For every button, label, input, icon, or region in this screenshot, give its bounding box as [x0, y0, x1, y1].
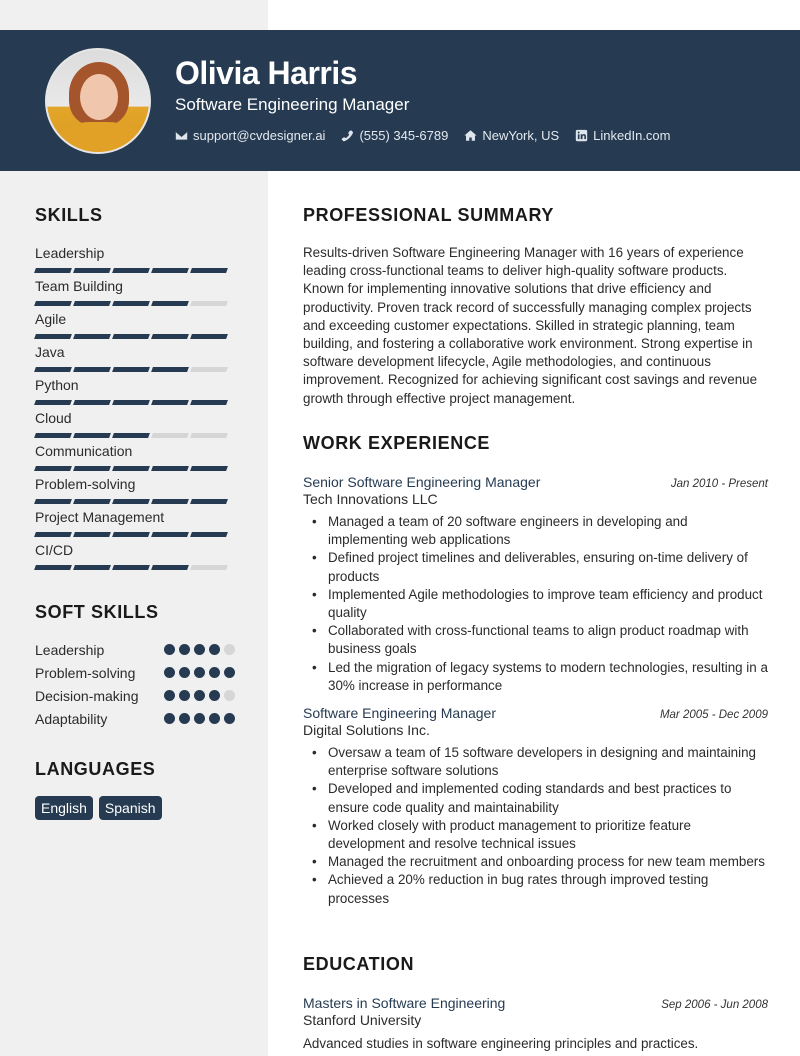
- candidate-title: Software Engineering Manager: [175, 95, 410, 114]
- skill-level-segment: [151, 268, 189, 273]
- skills-title: SKILLS: [35, 205, 103, 225]
- contact-linkedin-text: LinkedIn.com: [593, 128, 671, 143]
- contact-email-text: support@cvdesigner.ai: [193, 128, 326, 143]
- skill-level-segment: [112, 532, 150, 537]
- skill-level-segment: [190, 433, 228, 438]
- education-description: Advanced studies in software engineering principles and practices.: [303, 1036, 699, 1051]
- soft-skill-rating: [164, 713, 235, 724]
- rating-dot: [209, 667, 220, 678]
- skill-name: Project Management: [35, 509, 165, 525]
- skill-item: [35, 475, 235, 508]
- skill-level-segment: [112, 400, 150, 405]
- job-header: [303, 705, 768, 721]
- skill-name: Python: [35, 377, 79, 393]
- soft-skills-title: SOFT SKILLS: [35, 602, 159, 622]
- education-date: Sep 2006 - Jun 2008: [661, 999, 768, 1011]
- soft-skill-name: Decision-making: [35, 687, 139, 704]
- rating-dot: [194, 690, 205, 701]
- skills-list: [35, 244, 235, 574]
- skill-level-segment: [73, 367, 111, 372]
- skill-name: Team Building: [35, 278, 123, 294]
- contact-location: [464, 128, 559, 143]
- education-header: [303, 995, 768, 1011]
- skill-item: [35, 541, 235, 574]
- skill-level-segment: [112, 367, 150, 372]
- skill-level-segment: [73, 466, 111, 471]
- job-bullets: [303, 513, 768, 695]
- contact-location-text: NewYork, US: [482, 128, 560, 143]
- contact-list: [175, 128, 671, 143]
- skill-level-segment: [151, 433, 189, 438]
- skill-item: [35, 409, 235, 442]
- jobs-list: [303, 474, 768, 908]
- contact-phone-text: (555) 345-6789: [359, 128, 449, 143]
- skill-level-segment: [151, 301, 189, 306]
- soft-skills-section: [35, 602, 235, 730]
- skill-level-segment: [34, 499, 72, 504]
- candidate-name: Olivia Harris: [175, 55, 358, 91]
- skill-level-segment: [34, 301, 72, 306]
- skill-level-segment: [151, 565, 189, 570]
- job-bullet: • Achieved a 20% reduction in bug rates through improved testing processes: [303, 871, 768, 907]
- rating-dot: [194, 713, 205, 724]
- skill-name: Java: [35, 344, 65, 360]
- skill-level-bar: [35, 367, 235, 372]
- skill-level-segment: [112, 499, 150, 504]
- skill-item: [35, 376, 235, 409]
- skill-name: Communication: [35, 443, 133, 459]
- soft-skill-item: [35, 684, 235, 707]
- skill-level-segment: [34, 433, 72, 438]
- skill-level-segment: [34, 367, 72, 372]
- skill-level-bar: [35, 268, 235, 273]
- language-badge: Spanish: [99, 796, 162, 820]
- skill-level-segment: [151, 367, 189, 372]
- photo-shirt: [59, 122, 139, 154]
- skill-level-segment: [112, 565, 150, 570]
- rating-dot: [209, 713, 220, 724]
- skill-name: Cloud: [35, 410, 72, 426]
- job-bullet: • Oversaw a team of 15 software developers in designing and maintaining enterprise software solutions: [303, 744, 768, 780]
- skill-level-segment: [112, 301, 150, 306]
- job-header: [303, 474, 768, 490]
- job-bullets: [303, 744, 768, 908]
- rating-dot: [164, 690, 175, 701]
- linkedin-icon: [575, 129, 588, 142]
- skill-level-segment: [112, 334, 150, 339]
- contact-phone[interactable]: [341, 128, 448, 143]
- skill-level-segment: [112, 466, 150, 471]
- language-badge: English: [35, 796, 93, 820]
- job-date: Mar 2005 - Dec 2009: [659, 709, 768, 722]
- soft-skill-name: Leadership: [35, 641, 105, 658]
- education-title: EDUCATION: [303, 954, 415, 974]
- skill-level-bar: [35, 565, 235, 570]
- profile-photo: [45, 48, 151, 154]
- languages-section: [35, 759, 235, 820]
- skill-level-segment: [34, 532, 72, 537]
- soft-skill-name: Adaptability: [35, 710, 108, 727]
- job-bullet: • Managed a team of 20 software engineers in developing and implementing web applications: [303, 513, 768, 549]
- job-title: Software Engineering Manager: [303, 705, 497, 722]
- education-section: [303, 954, 768, 1051]
- skill-level-segment: [151, 466, 189, 471]
- experience-title: WORK EXPERIENCE: [303, 433, 491, 453]
- skill-level-bar: [35, 499, 235, 504]
- skill-item: [35, 343, 235, 376]
- job-title: Senior Software Engineering Manager: [303, 474, 541, 490]
- job-bullet: • Managed the recruitment and onboarding process for new team members: [303, 853, 768, 871]
- skill-level-segment: [190, 268, 228, 273]
- skill-level-segment: [112, 268, 150, 273]
- company-name: Tech Innovations LLC: [303, 491, 438, 507]
- school-name: Stanford University: [303, 1012, 422, 1028]
- skill-name: Agile: [35, 311, 67, 327]
- soft-skills-list: [35, 638, 235, 730]
- rating-dot: [164, 713, 175, 724]
- skill-name: Leadership: [35, 245, 105, 261]
- contact-linkedin[interactable]: [575, 128, 670, 143]
- skill-level-segment: [190, 334, 228, 339]
- skill-level-segment: [190, 466, 228, 471]
- skill-name: Problem-solving: [35, 476, 136, 492]
- job-date: Jan 2010 - Present: [670, 478, 768, 490]
- skill-level-segment: [190, 499, 228, 504]
- job-bullet: • Worked closely with product management to prioritize feature development and resolve technical issues: [303, 817, 768, 853]
- phone-icon: [341, 129, 354, 142]
- skill-item: [35, 310, 235, 343]
- rating-dot: [194, 644, 205, 655]
- skill-level-segment: [73, 499, 111, 504]
- rating-dot: [179, 690, 190, 701]
- soft-skill-item: [35, 707, 235, 730]
- skill-item: [35, 244, 235, 277]
- rating-dot: [209, 644, 220, 655]
- job-bullet: • Implemented Agile methodologies to improve team efficiency and product quality: [303, 586, 768, 622]
- rating-dot: [194, 667, 205, 678]
- skill-item: [35, 508, 235, 541]
- skill-level-segment: [34, 400, 72, 405]
- rating-dot: [224, 713, 235, 724]
- soft-skill-item: [35, 661, 235, 684]
- skill-level-segment: [34, 268, 72, 273]
- education-list: [303, 995, 768, 1051]
- soft-skill-item: [35, 638, 235, 661]
- skill-level-bar: [35, 301, 235, 306]
- skill-level-bar: [35, 466, 235, 471]
- skill-level-segment: [190, 301, 228, 306]
- skill-level-segment: [73, 400, 111, 405]
- company-name: Digital Solutions Inc.: [303, 722, 430, 739]
- rating-dot: [224, 667, 235, 678]
- job-bullet: • Led the migration of legacy systems to modern technologies, resulting in a 30% increase in performance: [303, 659, 768, 695]
- job-bullet: • Developed and implemented coding standards and best practices to ensure code quality and maintainability: [303, 780, 768, 816]
- skill-level-segment: [73, 433, 111, 438]
- summary-text: Results-driven Software Engineering Manager with 16 years of experience leading cross-functional teams to deliver high-quality software products. Known for implementing innovative solutions that drive efficiency and productivity. Proven track record of successfully managing complex projects and exceeding customer expectations. Skilled in strategic planning, team building, and fostering a collaborative work environment. Strong expertise in software development lifecycle, Agile methodologies, and continuous improvement. Recognized for achieving significant cost savings and revenue growth through effective project management.: [303, 245, 758, 406]
- skill-level-segment: [190, 565, 228, 570]
- rating-dot: [224, 644, 235, 655]
- contact-email[interactable]: [175, 128, 325, 143]
- skill-level-segment: [190, 367, 228, 372]
- soft-skill-name: Problem-solving: [35, 664, 136, 681]
- skill-level-segment: [73, 301, 111, 306]
- skill-name: CI/CD: [35, 542, 74, 558]
- soft-skill-rating: [164, 667, 235, 678]
- skill-level-bar: [35, 433, 235, 438]
- skill-level-segment: [190, 532, 228, 537]
- rating-dot: [164, 644, 175, 655]
- skill-level-segment: [151, 400, 189, 405]
- rating-dot: [179, 713, 190, 724]
- degree-title: Masters in Software Engineering: [303, 995, 506, 1011]
- skill-level-segment: [73, 334, 111, 339]
- skill-level-segment: [34, 565, 72, 570]
- job-bullet: • Defined project timelines and deliverables, ensuring on-time delivery of products: [303, 549, 768, 585]
- experience-section: [303, 433, 768, 908]
- languages-list: [35, 796, 235, 820]
- photo-face: [80, 74, 118, 120]
- languages-title: LANGUAGES: [35, 759, 156, 779]
- skill-item: [35, 442, 235, 475]
- home-icon: [464, 129, 477, 142]
- rating-dot: [179, 667, 190, 678]
- skill-level-segment: [34, 334, 72, 339]
- summary-section: [303, 205, 768, 408]
- soft-skill-rating: [164, 644, 235, 655]
- rating-dot: [164, 667, 175, 678]
- skill-level-segment: [190, 400, 228, 405]
- job-bullet: • Collaborated with cross-functional teams to align product roadmap with business goals: [303, 622, 768, 658]
- envelope-icon: [175, 129, 188, 142]
- job-entry: [303, 474, 768, 695]
- soft-skill-rating: [164, 690, 235, 701]
- skill-level-segment: [73, 532, 111, 537]
- rating-dot: [224, 690, 235, 701]
- skill-level-segment: [73, 268, 111, 273]
- rating-dot: [179, 644, 190, 655]
- skill-item: [35, 277, 235, 310]
- skill-level-bar: [35, 334, 235, 339]
- skills-section: [35, 205, 235, 574]
- skill-level-bar: [35, 400, 235, 405]
- skill-level-segment: [151, 532, 189, 537]
- skill-level-segment: [34, 466, 72, 471]
- skill-level-segment: [112, 433, 150, 438]
- education-entry: [303, 995, 768, 1051]
- job-entry: [303, 705, 768, 908]
- skill-level-bar: [35, 532, 235, 537]
- skill-level-segment: [151, 334, 189, 339]
- skill-level-segment: [151, 499, 189, 504]
- skill-level-segment: [73, 565, 111, 570]
- rating-dot: [209, 690, 220, 701]
- summary-title: PROFESSIONAL SUMMARY: [303, 205, 555, 225]
